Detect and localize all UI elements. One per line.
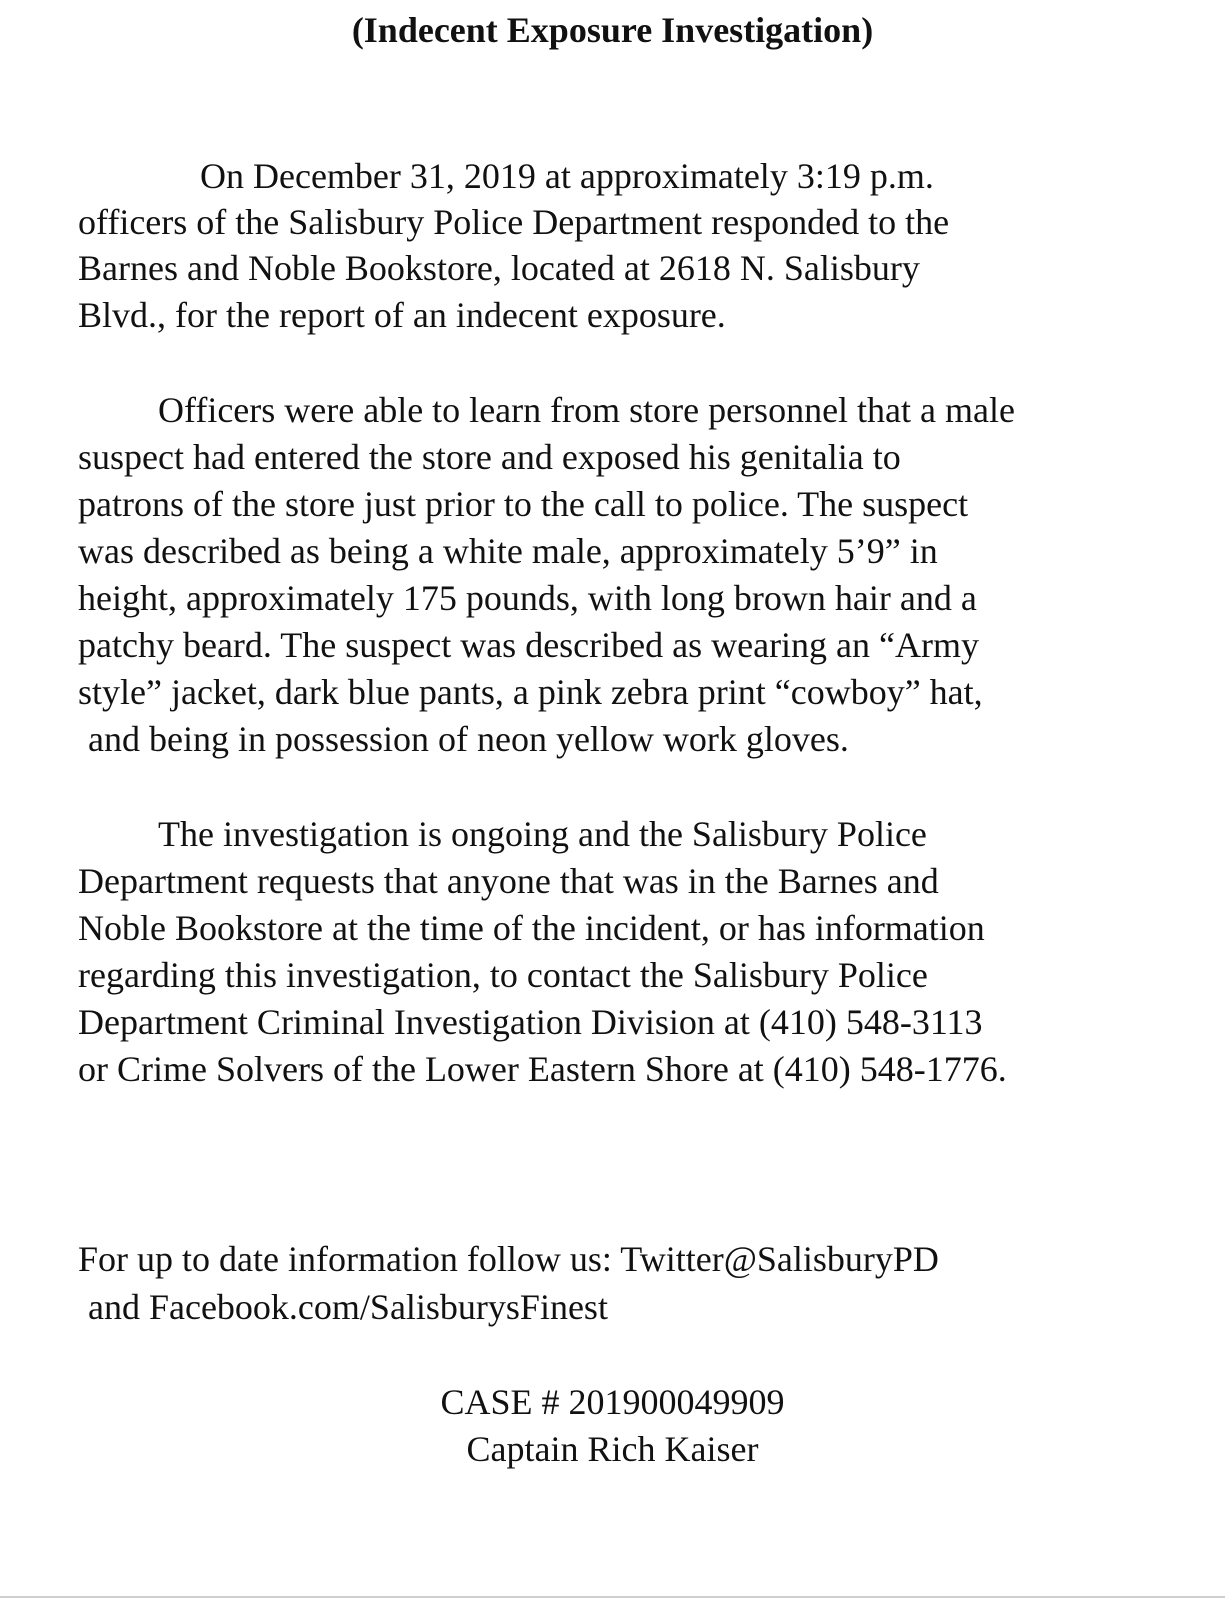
follow-us-line: and Facebook.com/SalisburysFinest [88, 1287, 608, 1327]
paragraph-line: On December 31, 2019 at approximately 3:19 p.m. [200, 156, 934, 196]
signature: Captain Rich Kaiser [466, 1429, 759, 1469]
paragraph-line: Officers were able to learn from store personnel that a male [158, 390, 1015, 430]
follow-us-line: For up to date information follow us: Twitter@SalisburyPD [78, 1239, 939, 1279]
paragraph-line: patrons of the store just prior to the call to police. The suspect [78, 484, 969, 524]
paragraph-line: was described as being a white male, approximately 5’9” in [78, 531, 938, 571]
paragraph-line: officers of the Salisbury Police Department responded to the [78, 202, 950, 242]
page-bottom-divider [0, 1596, 1225, 1598]
paragraph-line: Department Criminal Investigation Division at (410) 548-3113 [78, 1002, 983, 1042]
paragraph-line: Noble Bookstore at the time of the incident, or has information [78, 908, 985, 948]
paragraph-line: style” jacket, dark blue pants, a pink zebra print “cowboy” hat, [78, 672, 983, 712]
paragraph-line: patchy beard. The suspect was described as wearing an “Army [78, 625, 980, 665]
paragraph-line: Department requests that anyone that was in the Barnes and [78, 861, 939, 901]
paragraph-line: suspect had entered the store and exposed his genitalia to [78, 437, 901, 477]
paragraph-line: or Crime Solvers of the Lower Eastern Shore at (410) 548-1776. [78, 1049, 1007, 1089]
case-number: CASE # 201900049909 [440, 1382, 785, 1422]
paragraph-line: regarding this investigation, to contact the Salisbury Police [78, 955, 928, 995]
paragraph-line: height, approximately 175 pounds, with long brown hair and a [78, 578, 977, 618]
paragraph-line: The investigation is ongoing and the Salisbury Police [158, 814, 927, 854]
paragraph-line: Barnes and Noble Bookstore, located at 2618 N. Salisbury [78, 248, 920, 288]
paragraph-line: Blvd., for the report of an indecent exposure. [78, 295, 726, 335]
paragraph-line: and being in possession of neon yellow work gloves. [88, 719, 849, 759]
document-title: (Indecent Exposure Investigation) [351, 10, 874, 50]
